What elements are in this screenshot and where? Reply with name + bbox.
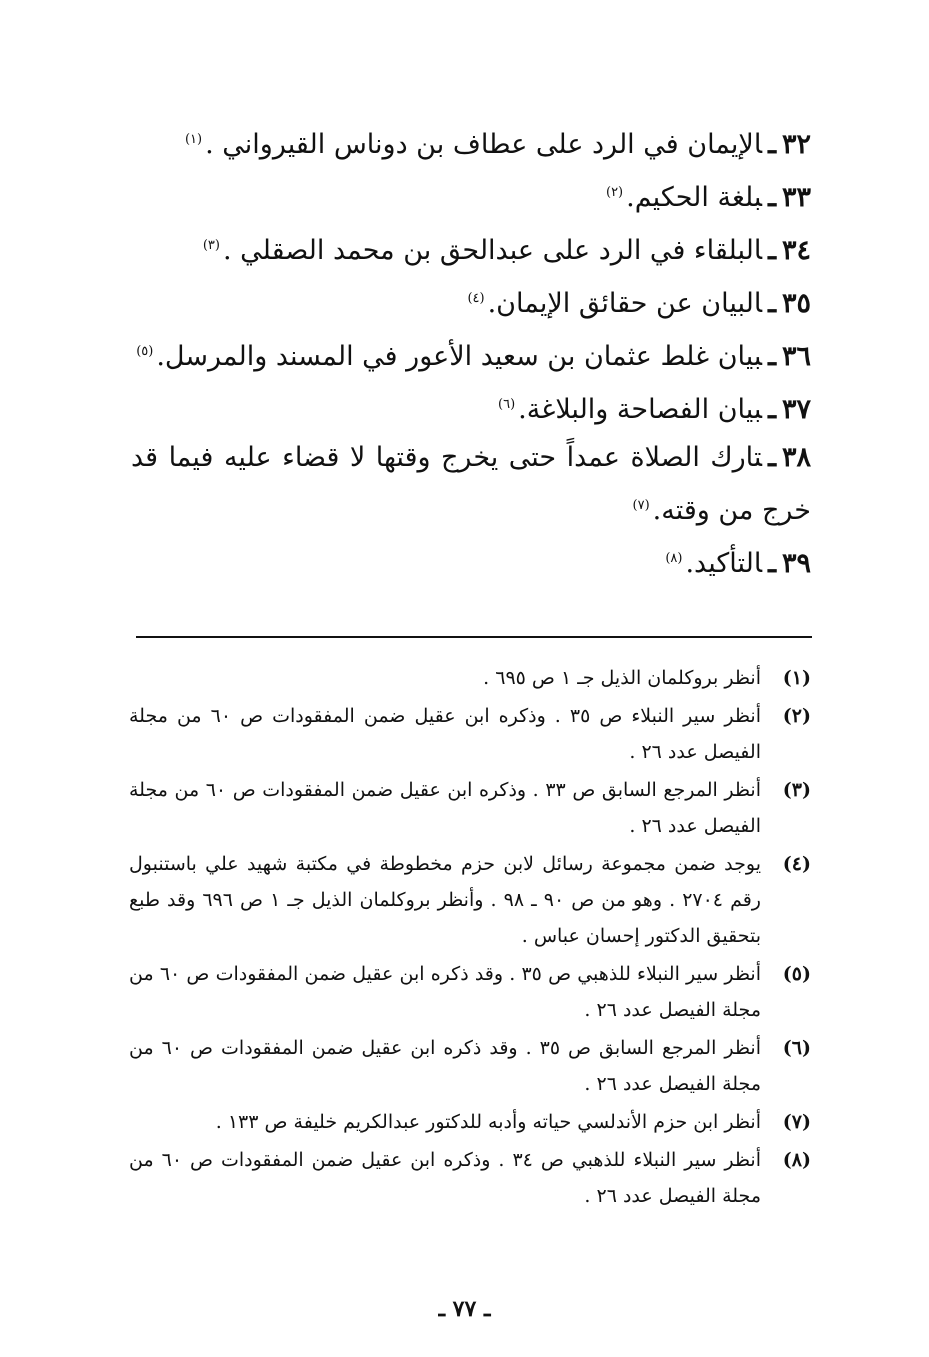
entry-dash: ـ [768, 288, 776, 319]
footnote-marker: (٣) [202, 238, 220, 253]
entry-dash: ـ [768, 394, 776, 425]
footnote [129, 846, 811, 954]
list-item [131, 275, 811, 328]
footnote-text: أنظر ابن حزم الأندلسي حياته وأدبه للدكتور عبدالكريم خليفة ص ١٣٣ . [215, 1111, 761, 1133]
footnote-number: (٨) [782, 1149, 811, 1171]
page-number: ـ ٧٧ ـ [438, 1296, 491, 1322]
footnote-number: (٦) [782, 1037, 811, 1059]
entry-number: ٣٥ [781, 288, 811, 319]
footnote-marker: (١) [184, 132, 203, 147]
footnote [129, 772, 811, 844]
list-item [131, 116, 811, 169]
footnote-marker: (٥) [136, 344, 154, 359]
footnotes [129, 660, 811, 1216]
list-item [131, 381, 811, 434]
footnote [129, 1104, 811, 1140]
entry-title: بلغة الحكيم. [626, 182, 763, 213]
entry-title: بيان الفصاحة والبلاغة. [518, 394, 763, 425]
entry-number: ٣٣ [781, 182, 811, 213]
list-item [131, 434, 811, 535]
footnote-marker: (٧) [632, 498, 650, 513]
entry-title: تارك الصلاة عمداً حتى يخرج وقتها لا قضاء عليه فيما قد خرج من وقته. [131, 442, 811, 526]
footnote [129, 698, 811, 770]
footnote-text: أنظر سير النبلاء ص ٣٥ . وذكره ابن عقيل ضمن المفقودات ص ٦٠ من مجلة الفيصل عدد ٢٦ . [129, 705, 761, 763]
entry-dash: ـ [768, 129, 776, 160]
list-item [131, 328, 811, 381]
footnote-marker: (٤) [467, 291, 485, 306]
entry-number: ٣٦ [781, 341, 811, 372]
entry-number: ٣٧ [781, 394, 811, 425]
book-list [131, 116, 811, 588]
entry-dash: ـ [768, 548, 776, 579]
entry-title: البلقاء في الرد على عبدالحق بن محمد الصقلي . [222, 235, 763, 266]
entry-dash: ـ [768, 341, 776, 372]
footnote-divider [136, 636, 812, 638]
entry-dash: ـ [768, 235, 776, 266]
footnote-text: أنظر المرجع السابق ص ٣٥ . وقد ذكره ابن عقيل ضمن المفقودات ص ٦٠ من مجلة الفيصل عدد ٢٦ . [129, 1037, 761, 1095]
footnote-number: (٢) [782, 705, 811, 727]
footnote-marker: (٨) [665, 551, 683, 566]
footnote [129, 1030, 811, 1102]
list-item [131, 535, 811, 588]
footnote [129, 1142, 811, 1214]
footnote-number: (٥) [782, 963, 811, 985]
footnote-number: (١) [782, 667, 811, 689]
entry-number: ٣٢ [781, 129, 811, 160]
entry-title: بيان غلط عثمان بن سعيد الأعور في المسند والمرسل. [156, 341, 763, 372]
footnote-marker: (٢) [605, 185, 624, 200]
footnote-text: أنظر المرجع السابق ص ٣٣ . وذكره ابن عقيل ضمن المفقودات ص ٦٠ من مجلة الفيصل عدد ٢٦ . [129, 779, 761, 837]
entry-dash: ـ [768, 182, 776, 213]
entry-title: التأكيد. [685, 548, 763, 579]
list-item [131, 169, 811, 222]
footnote [129, 660, 811, 696]
footnote-number: (٤) [782, 853, 811, 875]
entry-number: ٣٩ [781, 548, 811, 579]
footnote-number: (٧) [782, 1111, 811, 1133]
footnote-marker: (٦) [498, 397, 516, 412]
entry-title: الإيمان في الرد على عطاف بن دوناس القيرواني . [205, 129, 763, 160]
footnote-number: (٣) [782, 779, 811, 801]
entry-number: ٣٨ [781, 442, 811, 473]
footnote-text: أنظر بروكلمان الذيل جـ ١ ص ٦٩٥ . [483, 667, 761, 689]
entry-number: ٣٤ [781, 235, 811, 266]
list-item [131, 222, 811, 275]
footnote [129, 956, 811, 1028]
footnote-text: أنظر سير النبلاء للذهبي ص ٣٤ . وذكره ابن عقيل ضمن المفقودات ص ٦٠ من مجلة الفيصل عدد ٢٦ . [129, 1149, 761, 1207]
footnote-text: يوجد ضمن مجموعة رسائل لابن حزم مخطوطة في مكتبة شهيد علي باستنبول رقم ٢٧٠٤ . وهو من ص ٩٠ ـ ٩٨ . وأنظر بروكلمان الذيل جـ ١ ص ٦٩٦ وقد طبع بتحقيق الدكتور إحسان عباس . [129, 853, 761, 947]
entry-dash: ـ [768, 442, 776, 473]
entry-title: البيان عن حقائق الإيمان. [487, 288, 763, 319]
footnote-text: أنظر سير النبلاء للذهبي ص ٣٥ . وقد ذكره ابن عقيل ضمن المفقودات ص ٦٠ من مجلة الفيصل عدد ٢٦ . [129, 963, 761, 1021]
